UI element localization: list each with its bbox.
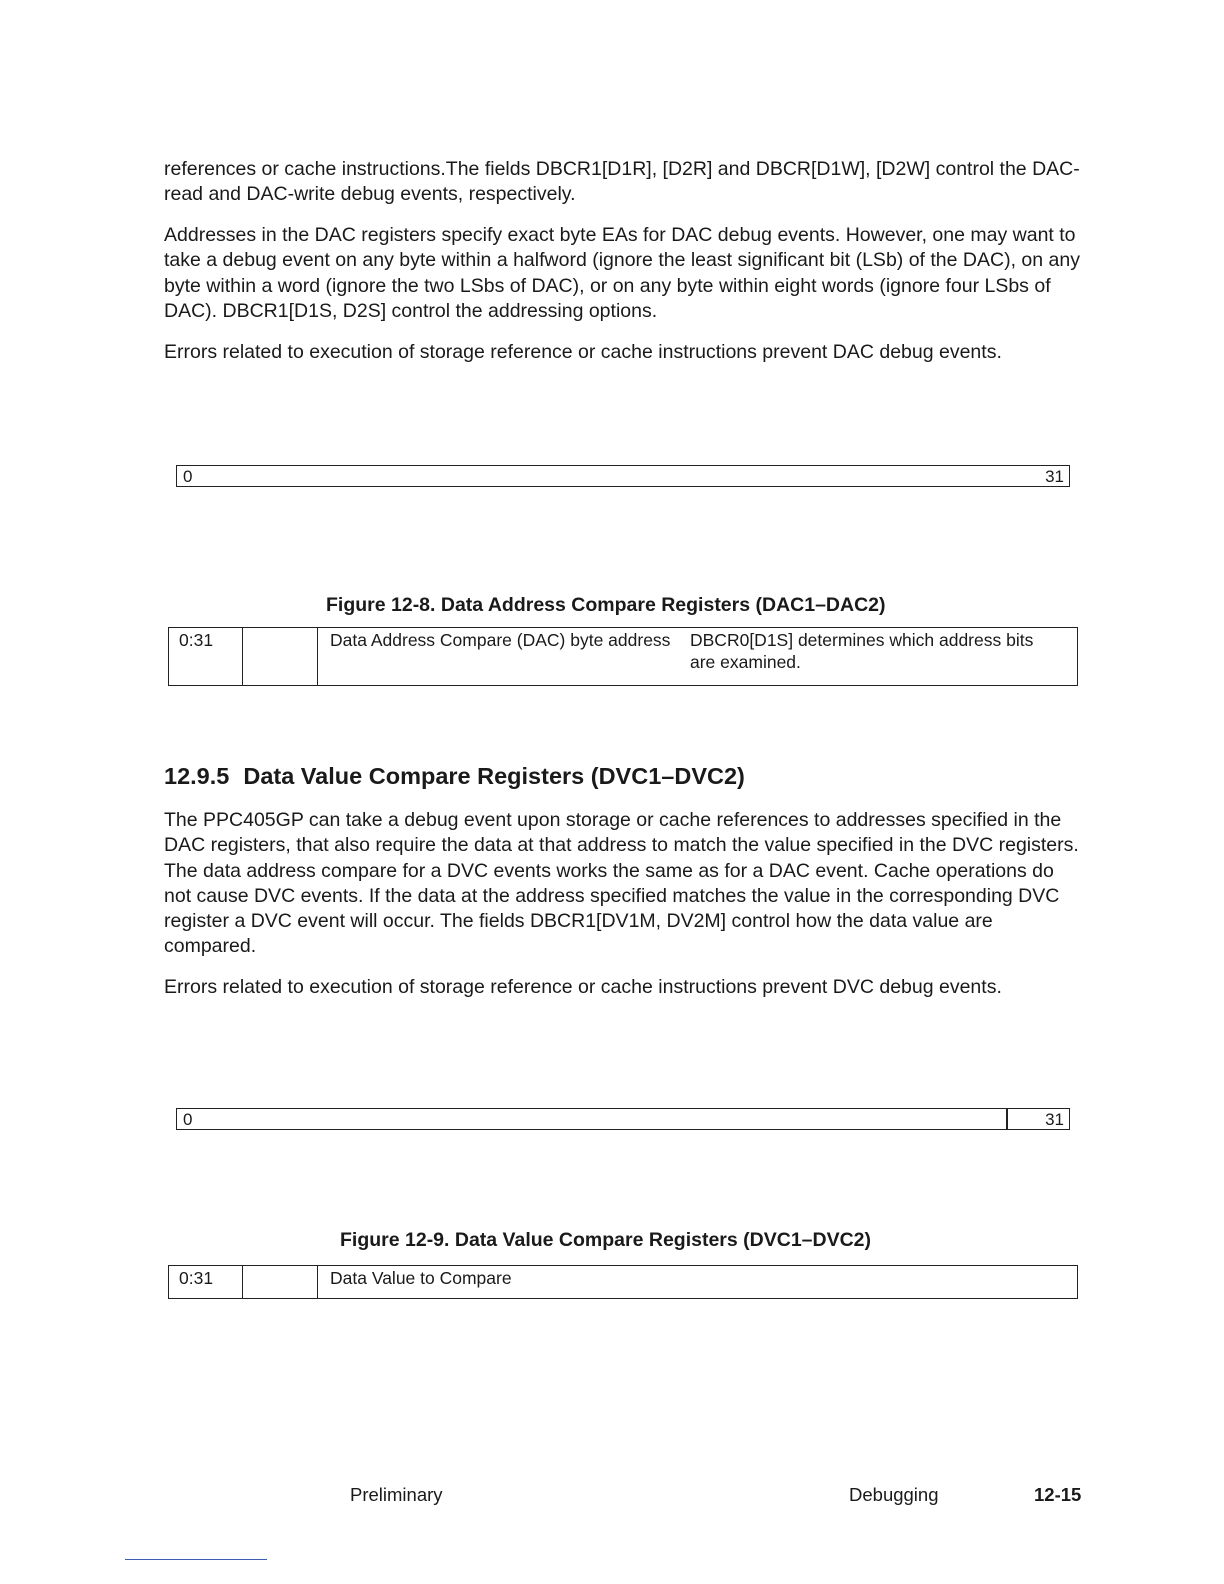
footer-chapter: Debugging [849, 1484, 939, 1505]
paragraph-dvc-errors: Errors related to execution of storage reference or cache instructions prevent DVC debug events. [164, 976, 1002, 998]
dvc-field-description: Data Value to Compare [318, 1266, 1078, 1299]
section-number: 12.9.5 [164, 763, 230, 789]
dac-field-name [243, 628, 318, 686]
paragraph-dac-addressing: Addresses in the DAC registers specify exact byte EAs for DAC debug events. However, one may want to take a debug event on any byte within a halfword (ignore the least significant bit (LSb) of the DAC), on any byte within a word (ignore the two LSbs of DAC), or on any byte within eight words (ignore four LSbs of DAC). DBCR1[D1S, D2S] control the addressing options. [164, 224, 1080, 322]
figure-12-8-caption: Figure 12-8. Data Address Compare Registers (DAC1–DAC2) [326, 594, 886, 616]
paragraph-dvc-description: The PPC405GP can take a debug event upon storage or cache references to addresses specified in the DAC registers, that also require the data at that address to match the value specified in the DVC registers. The data address compare for a DVC events works the same as for a DAC event. Cache operations do not cause DVC events. If the data at the address specified matches the value in the corresponding DVC register a DVC event will occur. The fields DBCR1[DV1M, DV2M] control how the data value are compared. [164, 809, 1079, 958]
dac-field-table [168, 627, 1078, 686]
section-heading [164, 763, 745, 790]
footer-status: Preliminary [350, 1484, 443, 1505]
bottom-rule [125, 1559, 267, 1560]
dac-field-bits: 0:31 [169, 628, 243, 686]
dvc-register-bit-bar [176, 1108, 1070, 1130]
dac-field-description-cell [318, 628, 1078, 686]
dvc-field-bits: 0:31 [169, 1266, 243, 1299]
table-row [169, 1266, 1078, 1299]
figure-12-9-caption: Figure 12-9. Data Value Compare Registers (DVC1–DVC2) [340, 1229, 872, 1251]
paragraph-dac-read-write: references or cache instructions.The fields DBCR1[D1R], [D2R] and DBCR[D1W], [D2W] control the DAC-read and DAC-write debug events, respectively. [164, 158, 1080, 206]
dac-bit-end: 31 [1045, 467, 1064, 486]
dvc-bit-start: 0 [183, 1110, 193, 1129]
dvc-bit-end: 31 [1045, 1110, 1064, 1129]
dac-field-description: Data Address Compare (DAC) byte address [330, 630, 671, 650]
table-row [169, 628, 1078, 686]
dvc-bit-divider [1006, 1109, 1008, 1129]
dvc-field-table [168, 1265, 1078, 1299]
dac-bit-start: 0 [183, 467, 193, 486]
dvc-field-name [243, 1266, 318, 1299]
dac-register-bit-bar [176, 465, 1070, 487]
section-title: Data Value Compare Registers (DVC1–DVC2) [243, 763, 745, 789]
dac-field-comment: DBCR0[D1S] determines which address bits are examined. [690, 630, 1034, 672]
footer-page-number: 12-15 [1034, 1484, 1082, 1505]
paragraph-dac-errors: Errors related to execution of storage reference or cache instructions prevent DAC debug events. [164, 341, 1002, 363]
